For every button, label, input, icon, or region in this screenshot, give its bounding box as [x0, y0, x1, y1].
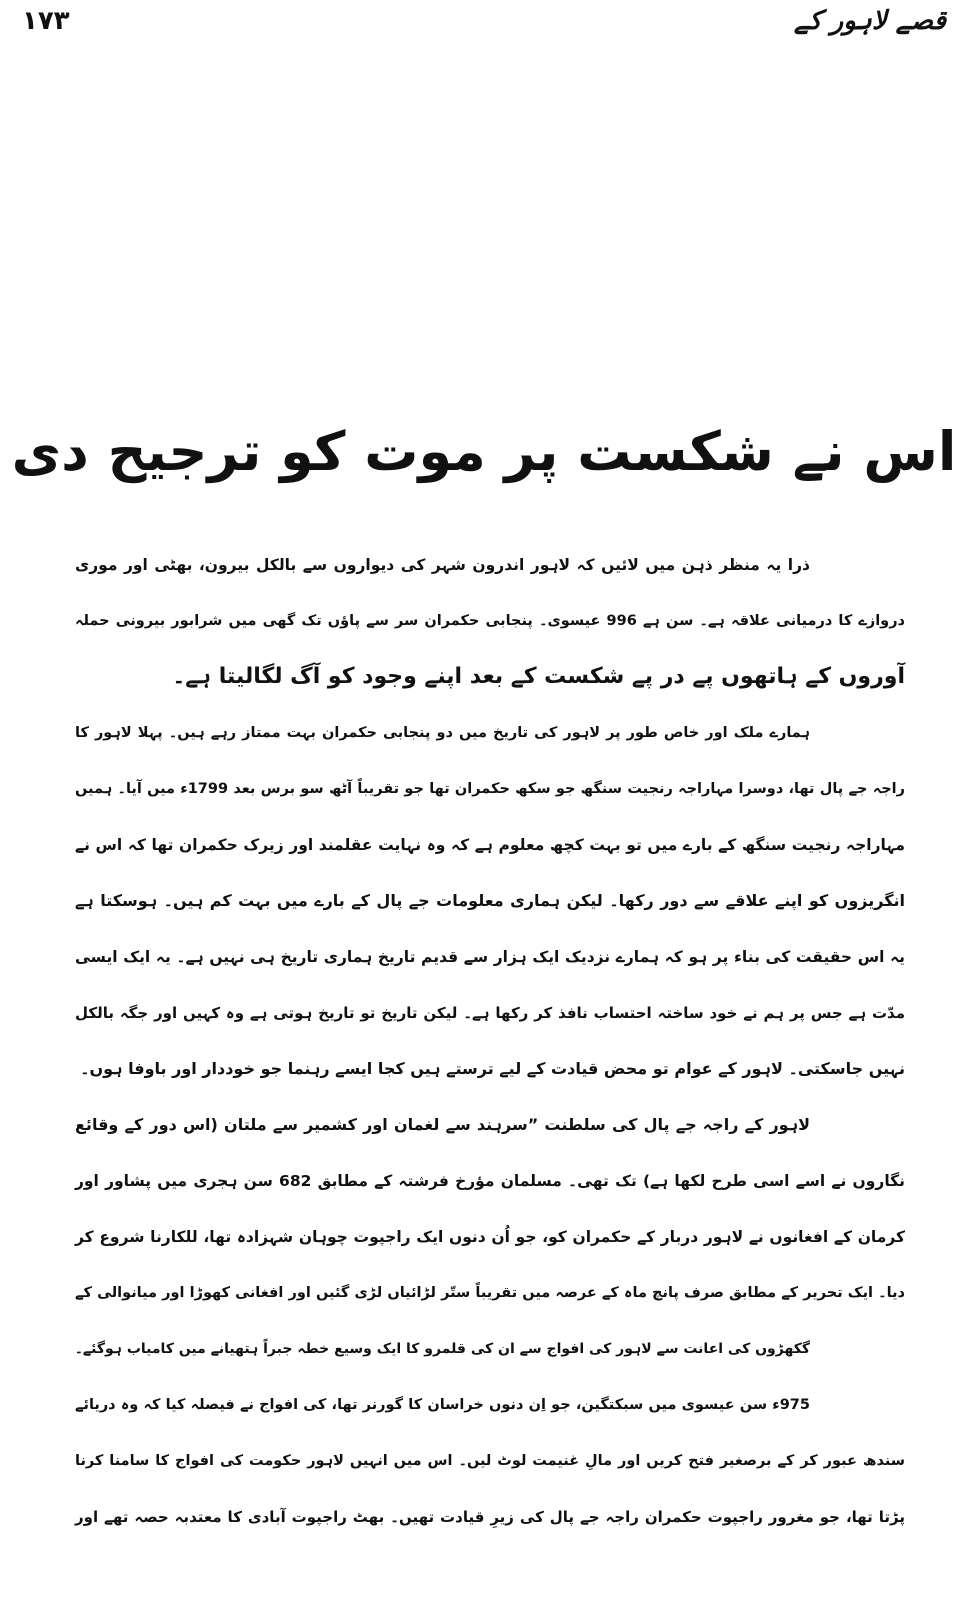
- text-line: 975ء سن عیسوی میں سبکتگین، جو اِن دنوں خراسان کا گورنر تھا، کی افواج نے فیصلہ کیا کہ وہ دریائے: [75, 1397, 810, 1413]
- page-number: ۱۷۳: [22, 6, 70, 36]
- text-line: کرمان کے افغانوں نے لاہور دربار کے حکمران کو، جو اُن دنوں ایک راجپوت چوہان شہزادہ تھا، للکارنا شروع کر: [75, 1228, 905, 1246]
- text-line: آوروں کے ہاتھوں پے در پے شکست کے بعد اپنے وجود کو آگ لگالیتا ہے۔: [172, 664, 905, 689]
- text-line: دروازے کا درمیانی علاقہ ہے۔ سن ہے 996 عیسوی۔ پنجابی حکمران سر سے پاؤں تک گھی میں شرابور بیرونی حملہ: [75, 613, 905, 629]
- text-line: گکھڑوں کی اعانت سے لاہور کی افواج سے ان کی قلمرو کا ایک وسیع خطہ جبراً ہتھیانے میں کامیاب ہوگئے۔: [74, 1341, 810, 1357]
- text-line: ذرا یہ منظر ذہن میں لائیں کہ لاہور اندرون شہر کی دیواروں سے بالکل بیرون، بھٹی اور موری: [75, 556, 810, 574]
- text-line: سندھ عبور کر کے برصغیر فتح کریں اور مالِ غنیمت لوٹ لیں۔ اس میں انہیں لاہور حکومت کی افواج کا سامنا کرنا: [75, 1453, 905, 1469]
- paragraph: [75, 1377, 905, 1545]
- paragraph: [75, 537, 905, 705]
- text-line: مدّت ہے جس پر ہم نے خود ساختہ احتساب نافذ کر رکھا ہے۔ لیکن تاریخ تو تاریخ ہوتی ہے وہ کہیں اور جگہ بالکل: [75, 1004, 905, 1022]
- text-line: مہاراجہ رنجیت سنگھ کے بارے میں تو بہت کچھ معلوم ہے کہ وہ نہایت عقلمند اور زیرک حکمران تھا کہ اس نے: [75, 836, 905, 854]
- text-line: دیا۔ ایک تحریر کے مطابق صرف پانچ ماہ کے عرصہ میں تقریباً ستّر لڑائیاں لڑی گئیں اور افغانی کھوڑا اور میانوالی کے: [75, 1285, 905, 1301]
- text-line: یہ اس حقیقت کی بناء پر ہو کہ ہمارے نزدیک ایک ہزار سے قدیم تاریخ ہماری تاریخ ہی نہیں ہے۔ یہ ایک ایسی: [75, 948, 905, 966]
- text-line: ہمارے ملک اور خاص طور پر لاہور کی تاریخ میں دو پنجابی حکمران بہت ممتاز رہے ہیں۔ پہلا لاہور کا: [75, 725, 810, 741]
- text-line: لاہور کے راجہ جے پال کی سلطنت ”سرہند سے لغمان اور کشمیر سے ملتان (اس دور کے وقائع: [75, 1115, 810, 1134]
- running-header-book-title: قصے لاہور کے: [794, 6, 946, 36]
- paragraph: [75, 705, 905, 1097]
- text-line: نگاروں نے اسے اسی طرح لکھا ہے) تک تھی۔ مسلمان مؤرخ فرشتہ کے مطابق 682 سن ہجری میں پشاور اور: [75, 1172, 905, 1190]
- text-line: راجہ جے پال تھا، دوسرا مہاراجہ رنجیت سنگھ جو سکھ حکمران تھا جو تقریباً آٹھ سو برس بعد 1799ء میں آیا۔ ہمیں: [75, 781, 905, 797]
- text-line: انگریزوں کو اپنے علاقے سے دور رکھا۔ لیکن ہماری معلومات جے پال کے بارے میں بہت کم ہیں۔ ہوسکتا ہے: [75, 891, 905, 910]
- text-line: نہیں جاسکتی۔ لاہور کے عوام تو محض قیادت کے لیے ترستے ہیں کجا ایسے رہنما جو خوددار اور باوفا ہوں۔: [80, 1059, 905, 1078]
- chapter-title: اس نے شکست پر موت کو ترجیح دی: [11, 420, 957, 483]
- paragraph: [75, 1097, 905, 1377]
- text-line: پڑتا تھا، جو مغرور راجپوت حکمران راجہ جے پال کی زیرِ قیادت تھیں۔ بھٹ راجپوت آبادی کا معتدبہ حصہ تھے اور: [75, 1508, 905, 1526]
- chapter-body: [75, 537, 905, 1545]
